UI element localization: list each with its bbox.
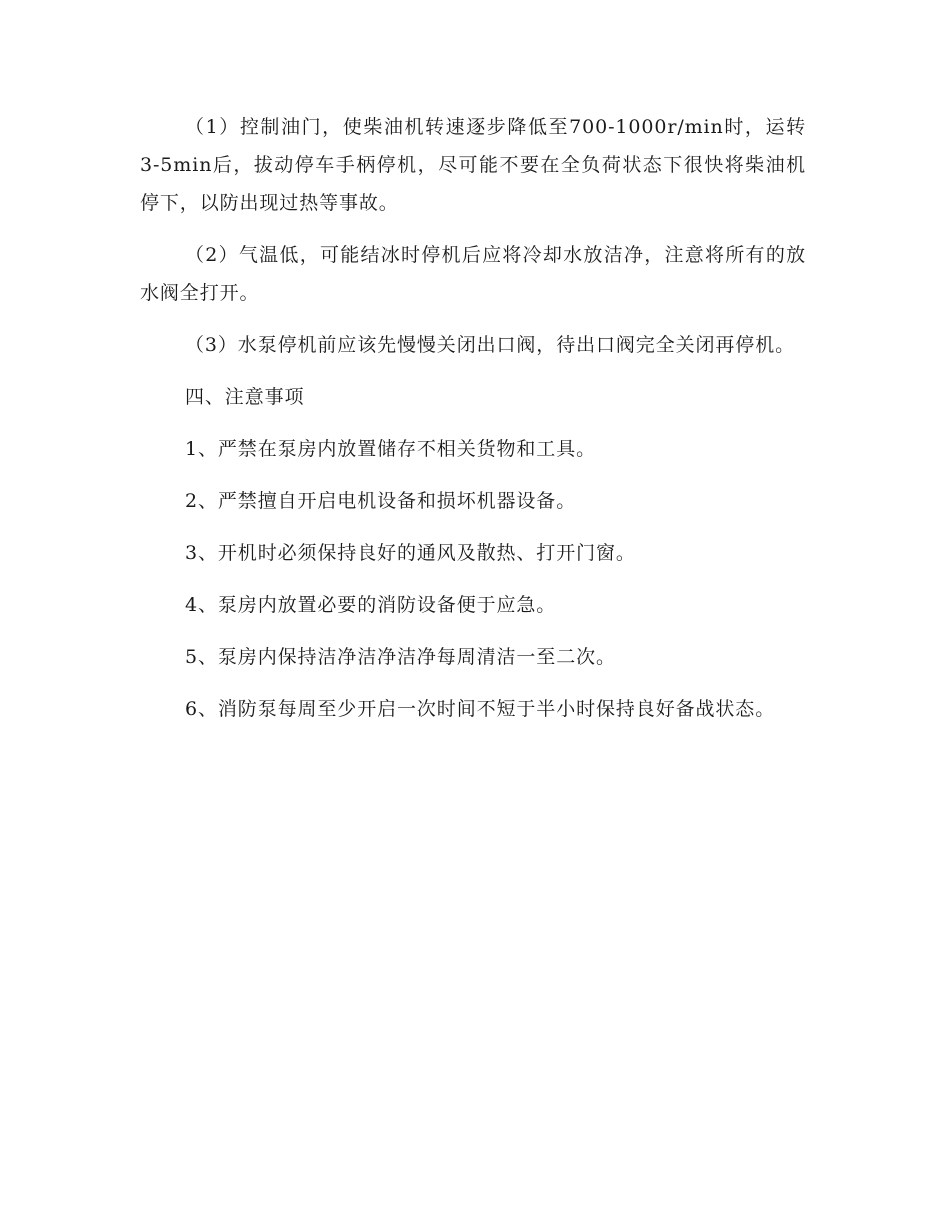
document-body [140, 108, 806, 742]
section-heading-precautions: 四、注意事项 [185, 386, 305, 408]
note-item-4: 4、泵房内放置必要的消防设备便于应急。 [185, 594, 557, 616]
note-item-1: 1、严禁在泵房内放置储存不相关货物和工具。 [185, 438, 596, 460]
note-item-5: 5、泵房内保持洁净洁净洁净每周清洁一至二次。 [185, 646, 616, 668]
paragraph-shutdown-step-1: （1）控制油门，使柴油机转速逐步降低至700-1000r/min时，运转3-5min后，拔动停车手柄停机，尽可能不要在全负荷状态下很快将柴油机停下，以防出现过热等事故。 [140, 116, 806, 214]
note-item-3: 3、开机时必须保持良好的通风及散热、打开门窗。 [185, 542, 636, 564]
note-item-6: 6、消防泵每周至少开启一次时间不短于半小时保持良好备战状态。 [185, 698, 776, 720]
note-item-2: 2、严禁擅自开启电机设备和损坏机器设备。 [185, 490, 577, 512]
paragraph-shutdown-step-2: （2）气温低，可能结冰时停机后应将冷却水放洁净，注意将所有的放水阀全打开。 [140, 244, 806, 304]
paragraph-shutdown-step-3: （3）水泵停机前应该先慢慢关闭出口阀，待出口阀完全关闭再停机。 [185, 334, 795, 356]
